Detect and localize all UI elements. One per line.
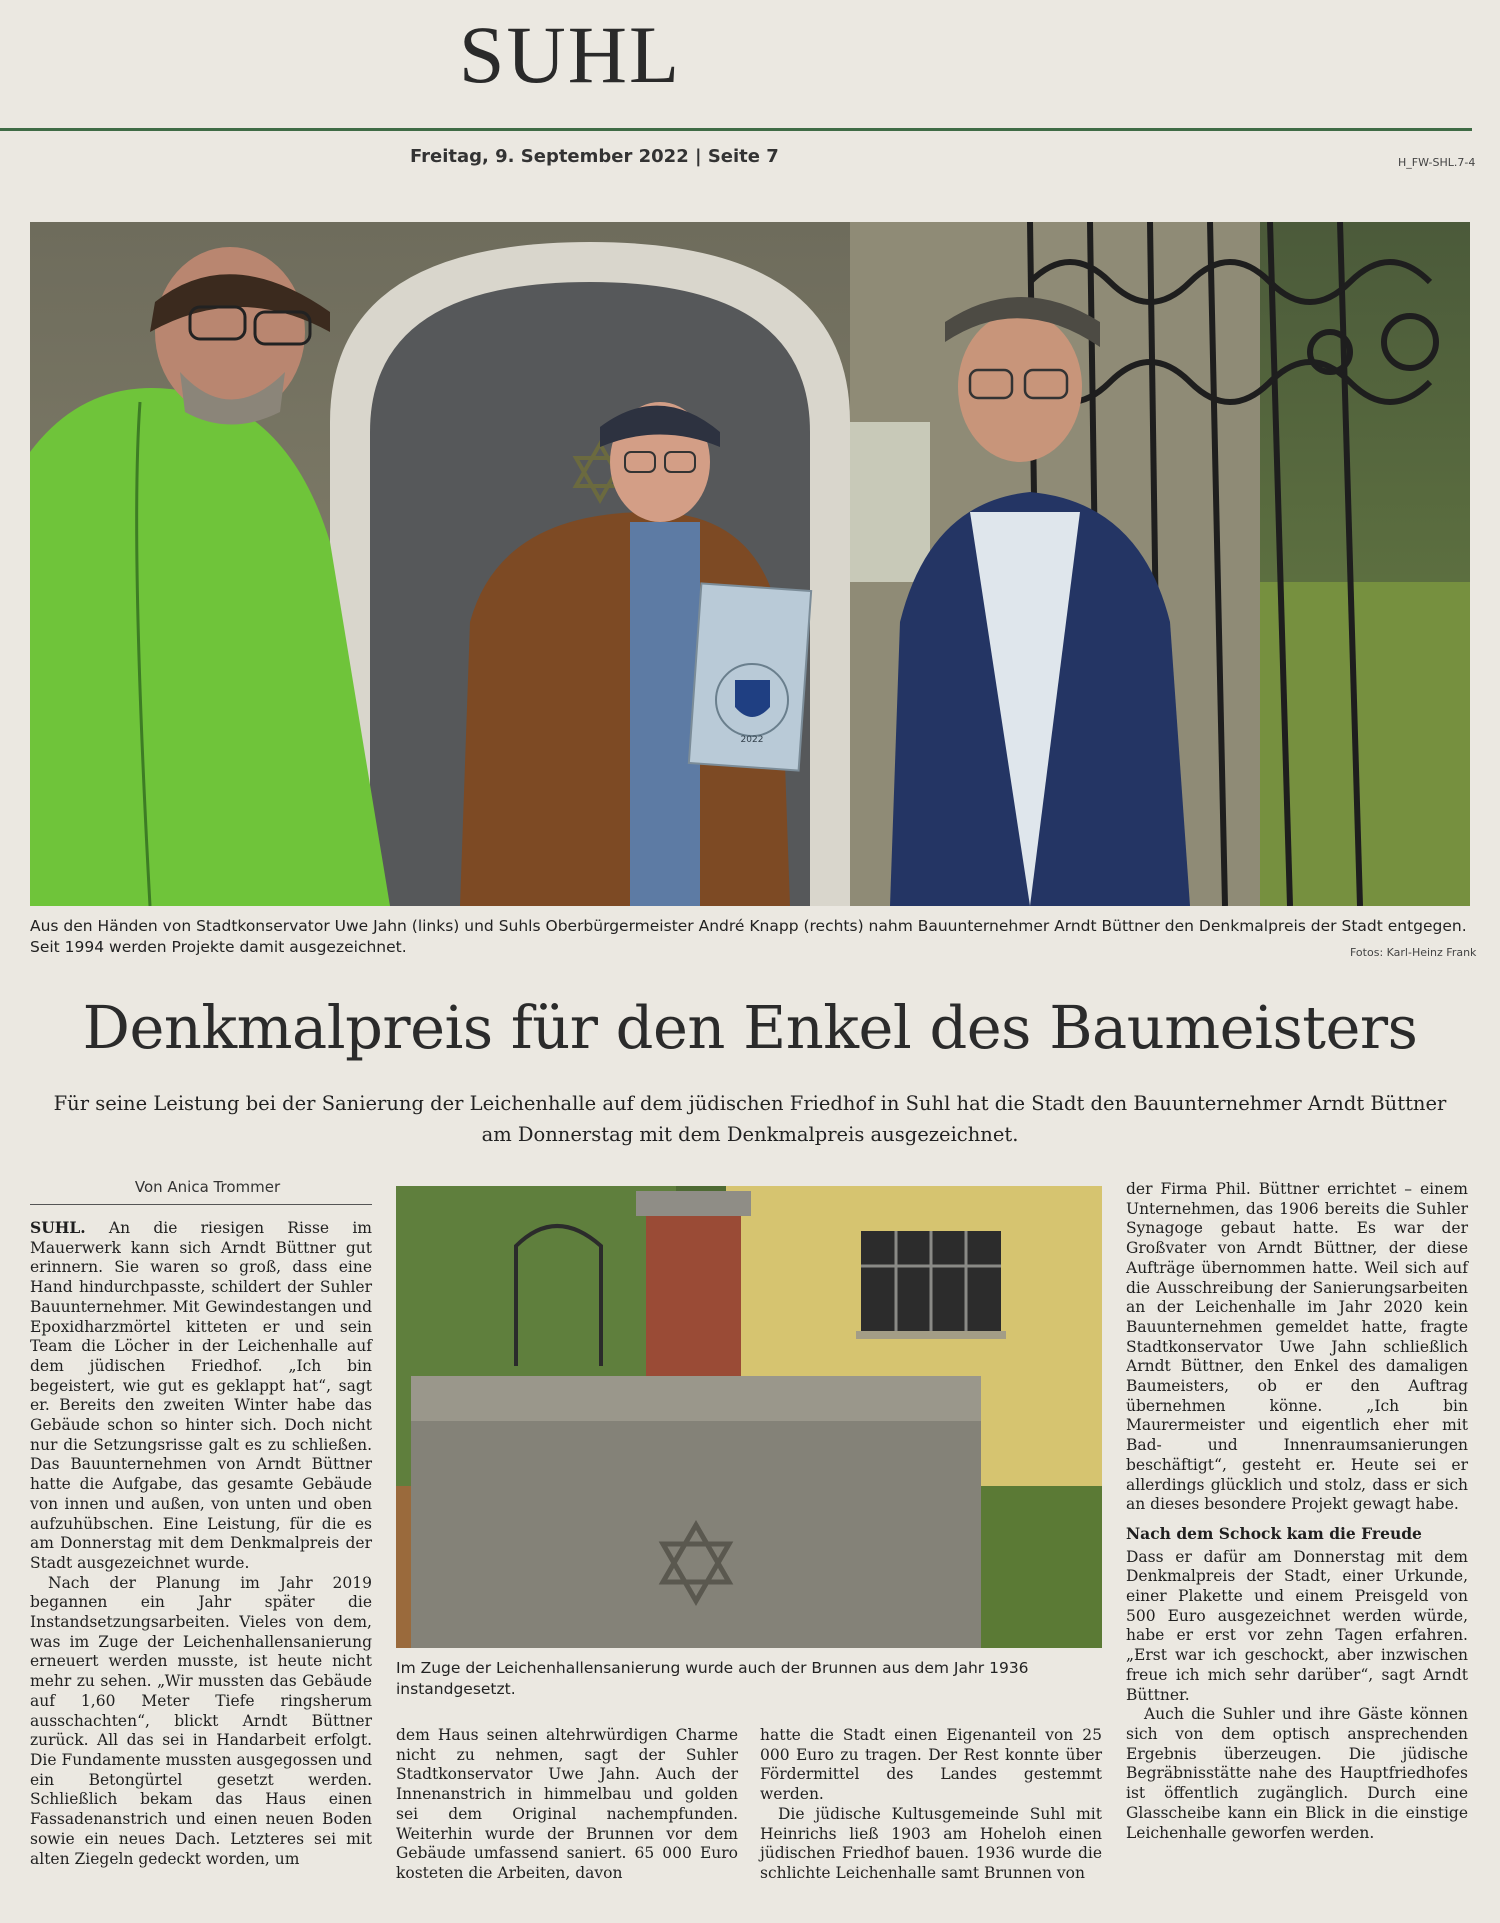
fountain-photo-caption: Im Zuge der Leichenhallensanierung wurde auch der Brunnen aus dem Jahr 1936 instandgesetzt. <box>396 1659 1029 1698</box>
column-3 <box>760 1726 1102 1884</box>
byline-rule <box>30 1204 372 1205</box>
top-photo-caption: Aus den Händen von Stadtkonservator Uwe Jahn (links) und Suhls Oberbürgermeister André Knapp (rechts) nahm Bauunternehmer Arndt Büttner den Denkmalpreis der Stadt entgegen. Seit 1994 werden Projekte damit ausgezeichnet. <box>30 917 1467 956</box>
plaque-year: 2022 <box>740 735 764 745</box>
subheadline: Für seine Leistung bei der Sanierung der Leichenhalle auf dem jüdischen Friedhof in Suhl hat die Stadt den Bauunternehmer Arndt Büttner am Donnerstag mit dem Denkmalpreis ausgezeichnet. <box>53 1092 1447 1146</box>
paragraph: der Firma Phil. Büttner errichtet – einem Unternehmen, das 1906 bereits die Suhler Synagoge gebaut hatte. Es war der Großvater von Arndt Büttner, der diese Aufträge übernommen hatte. Weil sich auf die Ausschreibung der Sanierungsarbeiten an der Leichenhalle im Jahr 2020 kein Bauunternehmen gemeldet hatte, fragte Stadtkonservator Uwe Jahn schließlich Arndt Büttner, den Enkel des damaligen Baumeisters, ob er den Auftrag übernehmen könne. „Ich bin Maurermeister und eigentlich eher mit Bad- und Innenraumsanierungen beschäftigt“, gesteht er. Heute sei er allerdings glücklich und stolz, dass er sich an dieses besondere Projekt gewagt habe. <box>1126 1180 1468 1514</box>
column-2 <box>396 1726 738 1884</box>
page-code: H_FW-SHL.7-4 <box>1398 156 1476 169</box>
header-rule <box>0 128 1472 131</box>
paragraph: dem Haus seinen altehrwürdigen Charme nicht zu nehmen, sagt der Suhler Stadtkonservator Uwe Jahn. Auch der Innenanstrich in himmelbau und golden sei dem Original nachempfunden. Weiterhin wurde der Brunnen vor dem Gebäude umfassend saniert. 65 000 Euro kosteten die Arbeiten, davon <box>396 1726 738 1882</box>
photo-credit: Fotos: Karl-Heinz Frank <box>1350 946 1477 959</box>
column-1 <box>30 1218 372 1869</box>
paragraph: Nach der Planung im Jahr 2019 begannen ein Jahr später die Instandsetzungsarbeiten. Vieles von dem, was im Zuge der Leichenhallensanierung erneuert werden musste, ist heute nicht mehr zu sehen. „Wir mussten das Gebäude auf 1,60 Meter Tiefe ringsherum ausschachten“, blickt Arndt Büttner zurück. All das sei in Handarbeit erfolgt. Die Fundamente mussten ausgegossen und ein Betongürtel gesetzt werden. Schließlich bekam das Haus einen Fassadenanstrich und einen neuen Boden sowie ein neues Dach. Letzteres sei mit alten Ziegeln gedeckt worden, um <box>30 1573 372 1868</box>
dateline-kicker: SUHL. <box>30 1218 86 1237</box>
top-photo <box>30 222 1470 906</box>
paragraph: hatte die Stadt einen Eigenanteil von 25 000 Euro zu tragen. Der Rest konnte über Fördermittel des Landes gestemmt werden. <box>760 1726 1102 1804</box>
dateline: Freitag, 9. September 2022 | Seite 7 <box>410 146 779 167</box>
section-title: SUHL <box>458 9 682 100</box>
paragraph: Dass er dafür am Donnerstag mit dem Denkmalpreis der Stadt, einer Urkunde, einer Plakette und einem Preisgeld von 500 Euro ausgezeichnet werden würde, habe er erst vor zehn Tagen erfahren. „Erst war ich geschockt, aber inzwischen freue ich mich sehr darüber“, sagt Arndt Büttner. <box>1126 1547 1468 1704</box>
paragraph-text: An die riesigen Risse im Mauerwerk kann sich Arndt Büttner gut erinnern. Sie waren so groß, dass eine Hand hindurchpasste, schildert der Suhler Bauunternehmer. Mit Gewindestangen und Epoxidharzmörtel kitteten er und sein Team die Löcher in der Leichenhalle auf dem jüdischen Friedhof. „Ich bin begeistert, wie gut es geklappt hat“, sagt er. Bereits den zweiten Winter habe das Gebäude schon so hinter sich. Doch nicht nur die Setzungsrisse galt es zu schließen. Das Bauunternehmen von Arndt Büttner hatte die Aufgabe, das gesamte Gebäude von innen und außen, von unten und oben aufzuhübschen. Eine Leistung, für die es am Donnerstag mit dem Denkmalpreis der Stadt ausgezeichnet wurde. <box>30 1219 372 1572</box>
paragraph <box>30 1218 372 1574</box>
paragraph: Die jüdische Kultusgemeinde Suhl mit Heinrichs ließ 1903 am Hoheloh einen jüdischen Friedhof bauen. 1936 wurde die schlichte Leichenhalle samt Brunnen von <box>760 1804 1102 1882</box>
fountain-photo <box>396 1186 1102 1648</box>
paragraph: Auch die Suhler und ihre Gäste können sich von dem optisch ansprechenden Ergebnis überzeugen. Die jüdische Begräbnisstätte nahe des Hauptfriedhofes ist öffentlich zugänglich. Durch eine Glasscheibe kann ein Blick in die einstige Leichenhalle geworfen werden. <box>1126 1705 1468 1842</box>
headline: Denkmalpreis für den Enkel des Baumeisters <box>82 993 1418 1062</box>
column-4 <box>1126 1180 1468 1843</box>
byline: Von Anica Trommer <box>134 1178 281 1196</box>
section-subheading: Nach dem Schock kam die Freude <box>1126 1523 1422 1543</box>
